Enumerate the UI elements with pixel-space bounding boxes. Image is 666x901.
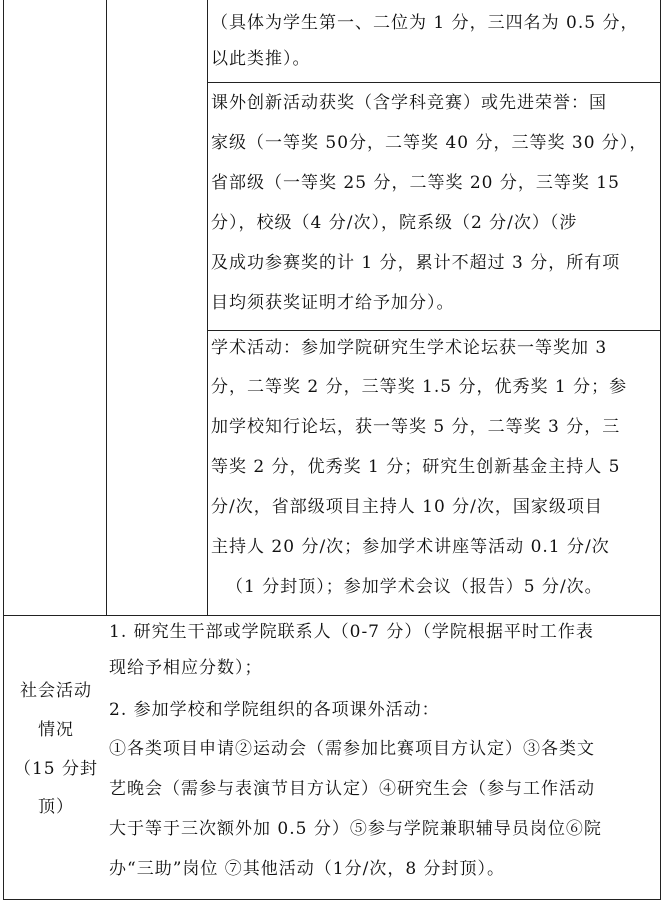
text-line: 1. 研究生干部或学院联系人（0-7 分）（学院根据平时工作表	[109, 622, 594, 642]
text-line: 办“三助”岗位 ⑦其他活动（1分/次，8 分封顶）。	[109, 859, 506, 879]
table-border-bottom	[3, 899, 661, 900]
text-line: 现给予相应分数）；	[109, 658, 263, 678]
text-line: 大于等于三次额外加 0.5 分）⑤参与学院兼职辅导员岗位⑥院	[109, 819, 602, 839]
text-line: 分），校级（4 分/次），院系级（2 分/次）（涉	[211, 213, 578, 233]
table-border-col2	[207, 0, 208, 616]
row-divider-2	[207, 330, 661, 331]
row-label: 情况	[38, 720, 74, 740]
row-label: 顶）	[38, 797, 74, 817]
text-line: ①各类项目申请②运动会（需参加比赛项目方认定）③各类文	[109, 739, 595, 759]
text-line: 加学校知行论坛，获一等奖 5 分，二等奖 3 分，三	[211, 417, 621, 437]
table-border-right	[660, 0, 661, 900]
text-line: 2. 参加学校和学院组织的各项课外活动：	[109, 700, 440, 720]
text-line: 目均须获奖证明才给予加分）。	[211, 293, 455, 313]
text-line: 分/次，省部级项目主持人 10 分/次，国家级项目	[211, 497, 603, 517]
text-line: 等奖 2 分，优秀奖 1 分；研究生创新基金主持人 5	[211, 457, 621, 477]
text-line: （1 分封顶）；参加学术会议（报告）5 分/次。	[226, 577, 603, 597]
text-line: 艺晚会（需参与表演节目方认定）④研究生会（参与工作活动	[109, 779, 595, 799]
row-label: 社会活动	[20, 681, 92, 701]
row-divider-1	[207, 82, 661, 83]
text-line: 省部级（一等奖 25 分，二等奖 20 分，三等奖 15	[211, 173, 620, 193]
text-line: 家级（一等奖 50分，二等奖 40 分，三等奖 30 分），	[211, 133, 648, 153]
row-label: （15 分封	[13, 759, 99, 779]
text-line: 课外创新活动获奖（含学科竞赛）或先进荣誉：国	[211, 93, 607, 113]
text-line: 及成功参赛奖的计 1 分，累计不超过 3 分，所有项	[211, 253, 621, 273]
text-line: 以此类推）。	[211, 49, 311, 69]
text-line: （具体为学生第一、二位为 1 分，三四名为 0.5 分，	[211, 13, 639, 33]
text-line: 学术活动：参加学院研究生学术论坛获一等奖加 3	[211, 338, 608, 358]
table-border-col1	[106, 0, 107, 616]
text-line: 分，二等奖 2 分，三等奖 1.5 分，优秀奖 1 分；参	[211, 377, 628, 397]
row-divider-3	[3, 615, 661, 616]
text-line: 主持人 20 分/次；参加学术讲座等活动 0.1 分/次	[211, 537, 610, 557]
table-border-left	[3, 0, 4, 900]
